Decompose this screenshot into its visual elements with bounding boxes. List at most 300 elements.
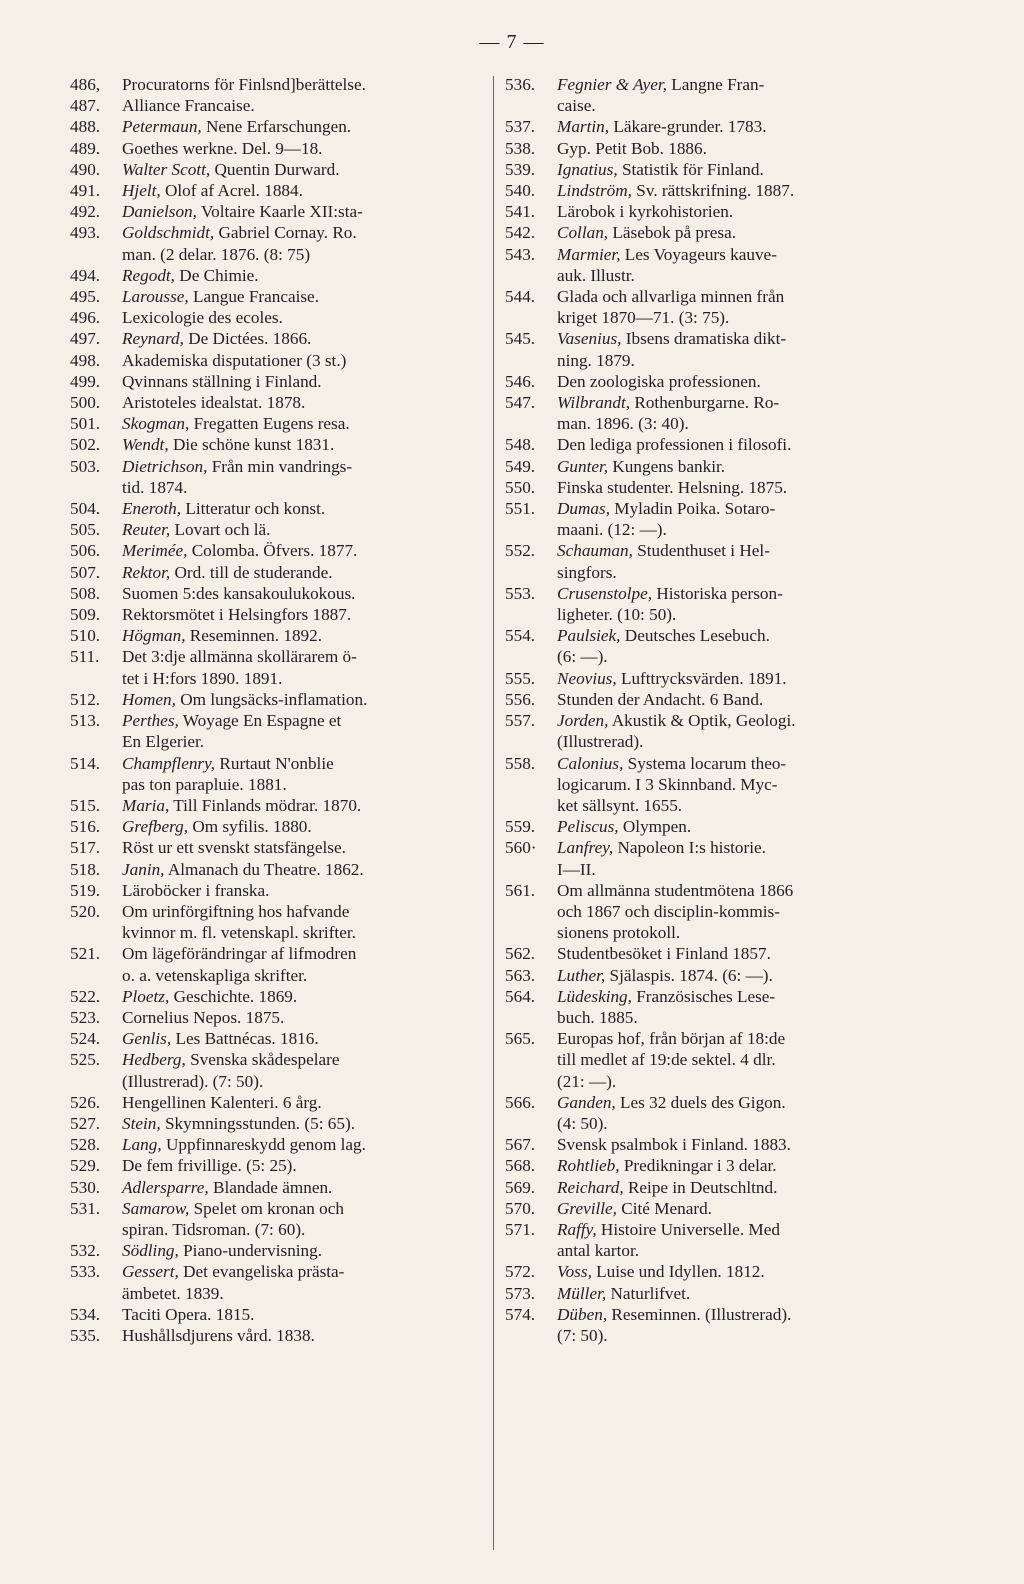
catalog-entry: [70, 710, 490, 752]
catalog-entry: [505, 1304, 923, 1346]
entry-text: [557, 1304, 923, 1346]
entry-title: kriget 1870—71. (3: 75).: [557, 308, 730, 328]
catalog-entry: [505, 943, 923, 964]
entry-text: [122, 943, 490, 985]
entry-title: Les 32 duels des Gigon.: [615, 1092, 786, 1112]
entry-title: sionens protokoll.: [557, 923, 681, 943]
catalog-entry: [70, 159, 490, 180]
entry-line: [557, 774, 923, 795]
entry-line: [557, 1113, 923, 1134]
entry-text: [557, 1283, 923, 1304]
catalog-entry: [70, 1198, 490, 1240]
entry-text: [122, 1177, 490, 1198]
entry-text: [557, 1155, 923, 1176]
entry-text: [122, 1134, 490, 1155]
entry-author: Dumas,: [557, 499, 610, 519]
entry-text: [122, 74, 490, 95]
entry-line: [122, 1198, 490, 1219]
entry-line: [557, 859, 923, 880]
entry-number: 557.: [505, 711, 536, 731]
entry-title: Lärobok i kyrkohistorien.: [557, 202, 734, 222]
entry-text: [557, 1134, 923, 1155]
entry-title: Rothenburgarne. Ro-: [630, 393, 780, 413]
entry-title: Systema locarum theo-: [623, 753, 787, 773]
entry-title: Reipe in Deutschltnd.: [623, 1177, 778, 1197]
entry-title: man. (2 delar. 1876. (8: 75): [122, 244, 311, 264]
catalog-entry: [505, 710, 923, 752]
catalog-entry: [505, 1028, 923, 1092]
entry-author: Homen,: [122, 689, 176, 709]
entry-number: 546.: [505, 371, 536, 391]
entry-text: [122, 138, 490, 159]
entry-author: Collan,: [557, 223, 609, 243]
entry-title: Uppfinnareskydd genom lag.: [161, 1135, 366, 1155]
entry-text: [122, 1198, 490, 1240]
entry-text: [122, 307, 490, 328]
entry-number: 560·: [505, 838, 537, 858]
entry-title: Ord. till de studerande.: [170, 562, 333, 582]
catalog-entry: [70, 138, 490, 159]
entry-line: [557, 1261, 923, 1282]
catalog-entry: [70, 837, 490, 858]
catalog-entry: [70, 689, 490, 710]
entry-title: I—II.: [557, 859, 596, 879]
entry-title: Ibsens dramatiska dikt-: [621, 329, 787, 349]
entry-title: Läkare-grunder. 1783.: [609, 117, 767, 137]
entry-author: Neovius,: [557, 668, 617, 688]
entry-author: Skogman,: [122, 414, 190, 434]
entry-line: [557, 1240, 923, 1261]
entry-line: [557, 901, 923, 922]
page-number: — 7 —: [479, 31, 545, 53]
entry-title: Det 3:dje allmänna skollärarem ö-: [122, 647, 357, 667]
entry-line: [122, 859, 490, 880]
entry-line: [557, 159, 923, 180]
entry-title: Lovart och lä.: [170, 520, 271, 540]
entry-title: Suomen 5:des kansakoulukokous.: [122, 583, 356, 603]
catalog-entry: [505, 201, 923, 222]
entry-number: 554.: [505, 626, 536, 646]
entry-title: Napoleon I:s historie.: [613, 838, 766, 858]
entry-line: [557, 880, 923, 901]
entry-author: Adlersparre,: [122, 1177, 209, 1197]
entry-line: [122, 519, 490, 540]
entry-number: 569.: [505, 1177, 536, 1197]
entry-text: [122, 1304, 490, 1325]
entry-line: [122, 159, 490, 180]
entry-number: 504.: [70, 499, 101, 519]
catalog-entry: [70, 540, 490, 561]
catalog-entry: [70, 1134, 490, 1155]
entry-title: ligheter. (10: 50).: [557, 605, 677, 625]
entry-author: Reynard,: [122, 329, 184, 349]
entry-text: [122, 392, 490, 413]
entry-line: [557, 116, 923, 137]
entry-line: [122, 1028, 490, 1049]
entry-text: [557, 138, 923, 159]
catalog-entry: [70, 222, 490, 264]
entry-number: 566.: [505, 1092, 536, 1112]
entry-title: Själaspis. 1874. (6: —).: [605, 965, 773, 985]
entry-author: Wendt,: [122, 435, 169, 455]
entry-line: [557, 392, 923, 413]
entry-author: Jorden,: [557, 711, 609, 731]
entry-number: 510.: [70, 626, 101, 646]
entry-line: [122, 95, 490, 116]
entry-text: [557, 986, 923, 1028]
entry-number: 509.: [70, 605, 101, 625]
entry-number: 512.: [70, 689, 101, 709]
entry-number: 520.: [70, 901, 101, 921]
entry-text: [122, 286, 490, 307]
entry-text: [557, 583, 923, 625]
entry-line: [557, 265, 923, 286]
entry-number: 530.: [70, 1177, 101, 1197]
entry-number: 519.: [70, 880, 101, 900]
entry-title: Röst ur ett svenskt statsfängelse.: [122, 838, 346, 858]
entry-number: 506.: [70, 541, 101, 561]
entry-title: En Elgerier.: [122, 732, 205, 752]
entry-title: ket sällsynt. 1655.: [557, 795, 683, 815]
catalog-entry: [505, 138, 923, 159]
entry-text: [557, 1198, 923, 1219]
entry-line: [122, 1134, 490, 1155]
entry-author: Högman,: [122, 626, 186, 646]
entry-title: tid. 1874.: [122, 477, 188, 497]
entry-text: [122, 689, 490, 710]
entry-line: [122, 837, 490, 858]
entry-number: 539.: [505, 159, 536, 179]
entry-author: Danielson,: [122, 202, 197, 222]
entry-number: 494.: [70, 265, 101, 285]
entry-title: Skymningsstunden. (5: 65).: [160, 1113, 355, 1133]
entry-line: [122, 540, 490, 561]
entry-line: [122, 668, 490, 689]
entry-number: 570.: [505, 1198, 536, 1218]
entry-author: Martin,: [557, 117, 610, 137]
catalog-entry: [70, 1155, 490, 1176]
entry-title: Aristoteles idealstat. 1878.: [122, 393, 306, 413]
entry-title: Reseminnen. (Illustrerad).: [607, 1304, 792, 1324]
entry-number: 534.: [70, 1304, 101, 1324]
entry-line: [122, 222, 490, 243]
entry-text: [122, 646, 490, 688]
catalog-entry: [505, 477, 923, 498]
catalog-entry: [70, 74, 490, 95]
column-divider: [493, 76, 494, 1550]
entry-title: Det evangeliska prästa-: [178, 1262, 345, 1282]
entry-line: [122, 1155, 490, 1176]
catalog-entry: [70, 1049, 490, 1091]
catalog-entry: [505, 159, 923, 180]
entry-number: 503.: [70, 456, 101, 476]
entry-line: [122, 880, 490, 901]
catalog-entry: [70, 392, 490, 413]
entry-number: 496.: [70, 308, 101, 328]
catalog-entry: [70, 201, 490, 222]
entry-number: 555.: [505, 668, 536, 688]
catalog-entry: [505, 986, 923, 1028]
entry-number: 536.: [505, 75, 536, 94]
entry-line: [557, 201, 923, 222]
entry-title: Myladin Poika. Sotaro-: [610, 499, 776, 519]
entry-title: Om syfilis. 1880.: [188, 817, 312, 837]
entry-title: Deutsches Lesebuch.: [620, 626, 770, 646]
entry-number: 556.: [505, 689, 536, 709]
entry-line: [122, 1219, 490, 1240]
entry-line: [557, 753, 923, 774]
entry-text: [122, 159, 490, 180]
entry-number: 559.: [505, 817, 536, 837]
entry-author: Marmier,: [557, 244, 621, 264]
entry-title: till medlet af 19:de sektel. 4 dlr.: [557, 1050, 776, 1070]
entry-author: Lindström,: [557, 181, 632, 201]
entry-line: [557, 434, 923, 455]
entry-text: [122, 859, 490, 880]
entry-text: [557, 222, 923, 243]
entry-line: [557, 519, 923, 540]
entry-title: Colomba. Öfvers. 1877.: [187, 541, 358, 561]
entry-title: Lufttrycksvärden. 1891.: [616, 668, 787, 688]
entry-number: 562.: [505, 944, 536, 964]
entry-title: Langne Fran-: [666, 75, 765, 94]
entry-number: 565.: [505, 1029, 536, 1049]
entry-author: Fegnier & Ayer,: [557, 75, 667, 94]
entry-number: 523.: [70, 1007, 101, 1027]
entry-author: Grefberg,: [122, 817, 189, 837]
entry-number: 545.: [505, 329, 536, 349]
entry-line: [557, 1049, 923, 1070]
catalog-entry: [505, 1155, 923, 1176]
entry-title: De fem frivillige. (5: 25).: [122, 1156, 297, 1176]
entry-number: 535.: [70, 1325, 101, 1345]
entry-title: singfors.: [557, 562, 617, 582]
entry-title: Goethes werkne. Del. 9—18.: [122, 138, 323, 158]
entry-line: [557, 286, 923, 307]
catalog-entry: [70, 1325, 490, 1346]
entry-title: (Illustrerad).: [557, 732, 644, 752]
entry-title: man. 1896. (3: 40).: [557, 414, 689, 434]
entry-line: [557, 689, 923, 710]
catalog-entry: [70, 859, 490, 880]
entry-title: Histoire Universelle. Med: [596, 1219, 780, 1239]
entry-author: Gunter,: [557, 456, 609, 476]
entry-line: [557, 1071, 923, 1092]
catalog-entry: [70, 180, 490, 201]
entry-title: Sv. rättskrifning. 1887.: [631, 181, 795, 201]
entry-title: och 1867 och disciplin-kommis-: [557, 901, 780, 921]
entry-text: [122, 116, 490, 137]
entry-line: [122, 1283, 490, 1304]
entry-title: Svensk psalmbok i Finland. 1883.: [557, 1135, 791, 1155]
entry-line: [122, 413, 490, 434]
catalog-entry: [70, 880, 490, 901]
entry-author: Calonius,: [557, 753, 624, 773]
entry-author: Ignatius,: [557, 159, 618, 179]
catalog-entry: [70, 413, 490, 434]
entry-text: [557, 1261, 923, 1282]
entry-line: [122, 562, 490, 583]
entry-author: Lüdesking,: [557, 986, 632, 1006]
entry-title: Woyage En Espagne et: [178, 711, 342, 731]
catalog-entry: [505, 1219, 923, 1261]
entry-text: [122, 413, 490, 434]
entry-text: [122, 222, 490, 264]
entry-number: 513.: [70, 711, 101, 731]
entry-text: [122, 901, 490, 943]
entry-number: 548.: [505, 435, 536, 455]
entry-text: [557, 74, 923, 116]
entry-text: [122, 498, 490, 519]
entry-line: [557, 1028, 923, 1049]
entry-line: [122, 795, 490, 816]
entry-title: Lexicologie des ecoles.: [122, 308, 283, 328]
catalog-entry: [505, 1092, 923, 1134]
catalog-entry: [70, 350, 490, 371]
catalog-entry: [70, 753, 490, 795]
entry-title: Studentbesöket i Finland 1857.: [557, 944, 771, 964]
entry-author: Düben,: [557, 1304, 608, 1324]
entry-number: 551.: [505, 499, 536, 519]
catalog-entry: [70, 795, 490, 816]
entry-number: 507.: [70, 562, 101, 582]
entry-line: [557, 668, 923, 689]
entry-number: 537.: [505, 117, 536, 137]
entry-text: [122, 1007, 490, 1028]
catalog-entry: [505, 816, 923, 837]
entry-author: Champflenry,: [122, 753, 216, 773]
entry-number: 543.: [505, 244, 536, 264]
entry-line: [557, 350, 923, 371]
entry-line: [557, 328, 923, 349]
entry-title: Les Battnécas. 1816.: [171, 1029, 319, 1049]
entry-title: Procuratorns för Finlsnd]berättelse.: [122, 75, 366, 94]
entry-number: 499.: [70, 371, 101, 391]
entry-title: Läsebok på presa.: [608, 223, 736, 243]
entry-author: Lang,: [122, 1135, 162, 1155]
entry-title: (Illustrerad). (7: 50).: [122, 1071, 264, 1091]
entry-text: [557, 668, 923, 689]
entry-text: [557, 456, 923, 477]
entry-title: Luise und Idyllen. 1812.: [591, 1262, 765, 1282]
entry-number: 511.: [70, 647, 100, 667]
entry-author: Rohtlieb,: [557, 1156, 620, 1176]
entry-title: Kungens bankir.: [608, 456, 726, 476]
entry-line: [122, 1177, 490, 1198]
entry-line: [122, 689, 490, 710]
entry-title: tet i H:fors 1890. 1891.: [122, 668, 283, 688]
entry-text: [122, 1113, 490, 1134]
entry-line: [122, 371, 490, 392]
entry-text: [122, 95, 490, 116]
entry-author: Eneroth,: [122, 499, 182, 519]
entry-number: 538.: [505, 138, 536, 158]
entry-line: [557, 1219, 923, 1240]
entry-line: [122, 498, 490, 519]
entry-number: 525.: [70, 1050, 101, 1070]
entry-author: Raffy,: [557, 1219, 597, 1239]
entry-title: Taciti Opera. 1815.: [122, 1304, 255, 1324]
entry-line: [122, 816, 490, 837]
entry-line: [557, 1325, 923, 1346]
entry-title: Cité Menard.: [616, 1198, 712, 1218]
entry-text: [122, 1240, 490, 1261]
catalog-entry: [70, 1304, 490, 1325]
entry-number: 552.: [505, 541, 536, 561]
catalog-entry: [505, 583, 923, 625]
entry-line: [122, 307, 490, 328]
entry-number: 547.: [505, 393, 536, 413]
entry-line: [557, 456, 923, 477]
entry-text: [557, 116, 923, 137]
entry-line: [557, 731, 923, 752]
entry-line: [122, 604, 490, 625]
entry-title: auk. Illustr.: [557, 265, 635, 285]
catalog-entry: [70, 328, 490, 349]
entry-author: Stein,: [122, 1113, 161, 1133]
entry-line: [122, 583, 490, 604]
entry-text: [557, 477, 923, 498]
entry-line: [557, 180, 923, 201]
entry-line: [122, 774, 490, 795]
entry-text: [122, 456, 490, 498]
entry-line: [122, 456, 490, 477]
entry-text: [122, 837, 490, 858]
entry-title: Blandade ämnen.: [208, 1177, 333, 1197]
entry-title: pas ton parapluie. 1881.: [122, 774, 287, 794]
catalog-entry: [70, 307, 490, 328]
entry-number: 532.: [70, 1241, 101, 1261]
catalog-entry: [70, 1113, 490, 1134]
entry-line: [557, 477, 923, 498]
entry-number: 495.: [70, 287, 101, 307]
entry-title: Die schöne kunst 1831.: [168, 435, 335, 455]
entry-number: 574.: [505, 1304, 536, 1324]
entry-title: Svenska skådespelare: [185, 1050, 340, 1070]
entry-number: 540.: [505, 181, 536, 201]
entry-line: [122, 1325, 490, 1346]
entry-text: [557, 201, 923, 222]
entry-text: [122, 201, 490, 222]
entry-text: [122, 519, 490, 540]
entry-line: [122, 1049, 490, 1070]
entry-line: [122, 1007, 490, 1028]
entry-line: [122, 74, 490, 95]
catalog-entry: [70, 1028, 490, 1049]
entry-line: [557, 1092, 923, 1113]
entry-author: Vasenius,: [557, 329, 622, 349]
entry-line: [122, 116, 490, 137]
catalog-entry: [505, 837, 923, 879]
entry-author: Reichard,: [557, 1177, 624, 1197]
catalog-entry: [505, 540, 923, 582]
catalog-entry: [70, 498, 490, 519]
entry-title: Piano-undervisning.: [178, 1241, 323, 1261]
catalog-entry: [70, 901, 490, 943]
entry-title: (6: —).: [557, 647, 608, 667]
entry-number: 571.: [505, 1219, 536, 1239]
entry-line: [122, 265, 490, 286]
entry-title: Studenthuset i Hel-: [632, 541, 770, 561]
entry-author: Voss,: [557, 1262, 592, 1282]
catalog-entry: [505, 1198, 923, 1219]
entry-title: De Dictées. 1866.: [183, 329, 312, 349]
catalog-entry: [505, 222, 923, 243]
entry-number: 533.: [70, 1262, 101, 1282]
entry-title: Quentin Durward.: [210, 159, 340, 179]
entry-line: [122, 201, 490, 222]
entry-text: [122, 986, 490, 1007]
